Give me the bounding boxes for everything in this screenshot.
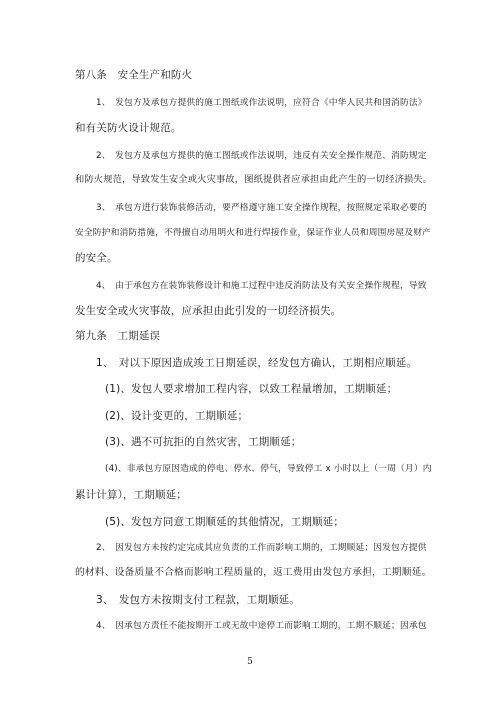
list-item: (1)、发包人要求增加工程内容，以致工程量增加，工期顺延；	[105, 383, 398, 395]
paragraph-line: 3、 承包方进行装饰装修活动，要严格遵守施工安全操作规程，按照规定采取必要的	[96, 203, 427, 213]
paragraph-line: 4、 由于承包方在装饰装修设计和施工过程中违反消防法及有关安全操作规程，导致	[96, 281, 427, 291]
paragraph-line: 1、 发包方及承包方提供的施工图纸或作法说明，应符合《中华人民共和国消防法》	[96, 98, 427, 108]
paragraph-line: 和有关防火设计规范。	[75, 122, 182, 134]
paragraph-line: 和防火规范，导致发生安全或火灾事故，图纸提供者应承担由此产生的一切经济损失。	[75, 174, 433, 185]
list-item: (5)、发包方同意工期顺延的其他情况，工期顺延；	[105, 516, 344, 528]
paragraph-line: 1、 对以下原因造成竣工日期延误，经发包方确认，工期相应顺延。	[96, 357, 418, 369]
paragraph-line: 2、 因发包方未按约定完成其应负责的工作而影响工期的，工期顺延；因发包方提供	[96, 543, 427, 553]
paragraph-line: 的材料、设备质量不合格而影响工程质量的，返工费用由发包方承担，工期顺延。	[75, 567, 432, 578]
paragraph-line: 2、 发包方及承包方提供的施工图纸或作法说明，违反有关安全操作规范、消防规定	[96, 151, 427, 161]
paragraph-line: 安全防护和消防措施，不得擅自动用明火和进行焊接作业，保证作业人员和周围房屋及财产	[75, 228, 431, 238]
list-item: (2)、设计变更的，工期顺延；	[105, 410, 249, 422]
paragraph-line: 发生安全或火灾事故，应承担由此引发的一切经济损失。	[75, 305, 342, 317]
paragraph-line: 4、 因承包方责任不能按期开工或无故中途停工而影响工期的，工期不顺延；因承包	[96, 621, 427, 631]
paragraph-line: 的安全。	[75, 252, 118, 264]
list-item: (4)、非承包方原因造成的停电、停水、停气，导致停工 x 小时以上（一周（月）内	[105, 464, 432, 474]
page-number: 5	[247, 657, 253, 667]
list-item: (3)、遇不可抗拒的自然灾害，工期顺延；	[105, 436, 302, 448]
section-heading-article-8: 第八条 安全生产和防火	[75, 69, 193, 81]
list-item-continuation: 累计计算），工期顺延；	[75, 489, 187, 501]
section-heading-article-9: 第九条 工期延误	[75, 330, 161, 342]
paragraph-line: 3、 发包方未按期支付工程款，工期顺延。	[96, 594, 300, 606]
